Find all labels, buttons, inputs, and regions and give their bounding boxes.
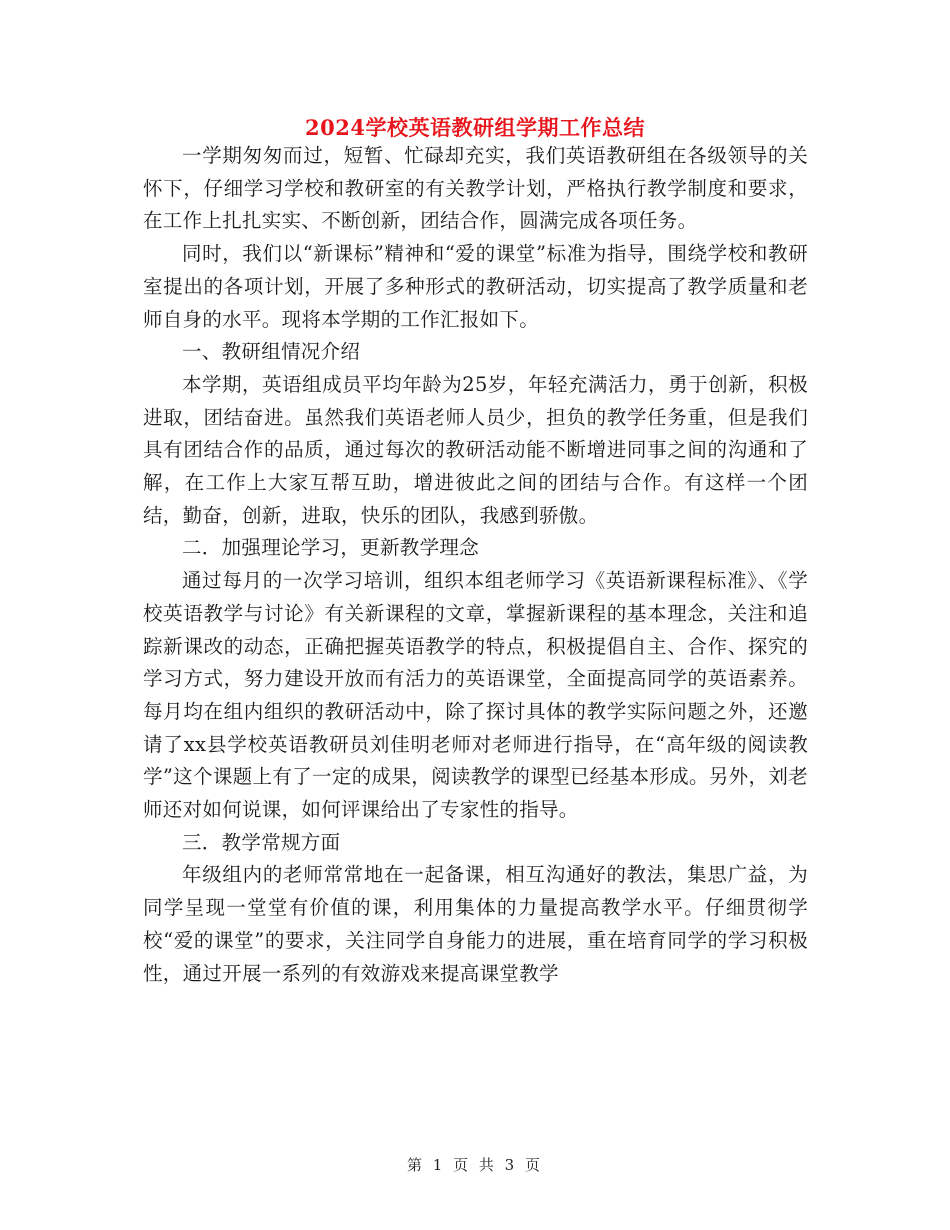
section-heading-1: 一、教研组情况介绍 xyxy=(182,340,361,364)
paragraph-guidance: 同时，我们以“新课标”精神和“爱的课堂”标准为指导，围绕学校和教研室提出的各项计划，开展了多种形式的教研活动，切实提高了教学质量和老师自身的水平。现将本学期的工作汇报如下。 xyxy=(143,242,808,331)
page-footer: 第 1 页 共 3 页 xyxy=(407,1156,543,1174)
paragraph-theory-study: 通过每月的一次学习培训，组织本组老师学习《英语新课程标准》、《学校英语教学与讨论》有关新课程的文章，掌握新课程的基本理念，关注和追踪新课改的动态，正确把握英语教学的特点，积极提倡自主、合作、探究的学习方式，努力建设开放而有活力的英语课堂，全面提高同学的英语素养。每月均在组内组织的教研活动中，除了探讨具体的教学实际问题之外，还邀请了xx县学校英语教研员刘佳明老师对老师进行指导，在“高年级的阅读教学”这个课题上有了一定的成果，阅读教学的课型已经基本形成。另外，刘老师还对如何说课，如何评课给出了专家性的指导。 xyxy=(143,569,808,822)
section-heading-2: 二．加强理论学习，更新教学理念 xyxy=(182,536,480,560)
paragraph-group-intro: 本学期，英语组成员平均年龄为25岁，年轻充满活力，勇于创新，积极进取，团结奋进。虽然我们英语老师人员少，担负的教学任务重，但是我们具有团结合作的品质，通过每次的教研活动能不断增进同事之间的沟通和了解，在工作上大家互帮互助，增进彼此之间的团结与合作。有这样一个团结，勤奋，创新，进取，快乐的团队，我感到骄傲。 xyxy=(143,372,808,527)
paragraph-teaching-routine: 年级组内的老师常常地在一起备课，相互沟通好的教法，集思广益，为同学呈现一堂堂有价值的课，利用集体的力量提高教学水平。仔细贯彻学校“爱的课堂”的要求，关注同学自身能力的进展，重在培育同学的学习积极性，通过开展一系列的有效游戏来提高课堂教学 xyxy=(143,863,808,985)
section-heading-3: 三．教学常规方面 xyxy=(182,830,341,854)
paragraph-intro: 一学期匆匆而过，短暂、忙碌却充实，我们英语教研组在各级领导的关怀下，仔细学习学校和教研室的有关教学计划，严格执行教学制度和要求，在工作上扎扎实实、不断创新，团结合作，圆满完成各项任务。 xyxy=(143,144,808,233)
document-title: 2024学校英语教研组学期工作总结 xyxy=(305,115,645,140)
document-body xyxy=(143,140,808,990)
